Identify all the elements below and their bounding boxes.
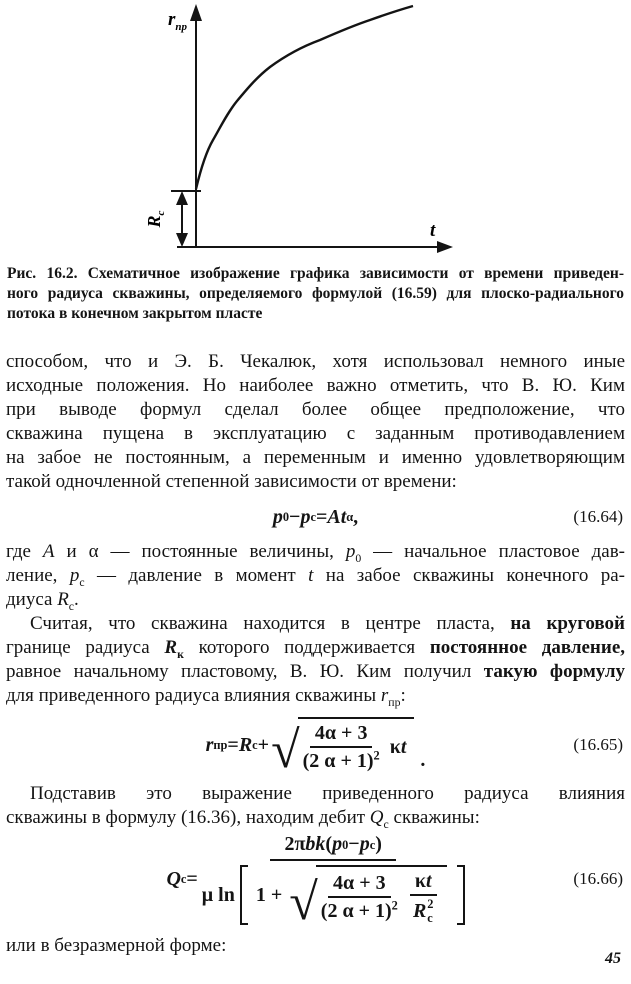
left-bracket-icon <box>240 865 248 924</box>
caption-line: Рис. 16.2. Схематичное изображение графика зависимости от времени приведен- <box>7 265 624 282</box>
text-line: скважина пущена в эксплуатацию с заданным противодавлением <box>6 423 625 444</box>
text-line: для приведенного радиуса влияния скважины $r_{пр}$: <box>6 685 406 709</box>
fraction-denominator: (2 α + 1)$^2$ <box>320 898 398 922</box>
paragraph <box>0 612 631 708</box>
text-line: ление, $p_c$ — давление в момент t на забое скважины конечного ра- <box>6 565 625 589</box>
y-axis-label: $r_{пр}$ <box>168 9 188 33</box>
wellbore-radius-label: $R_c$ <box>144 210 167 228</box>
y-axis <box>190 4 202 248</box>
equation-number: (16.64) <box>573 507 623 526</box>
x-axis-arrow-icon <box>437 241 453 253</box>
paragraph <box>0 782 631 830</box>
curve <box>196 6 413 189</box>
caption-line: ного радиуса скважины, определяемого формулой (16.59) для плоско-радиального <box>7 285 624 302</box>
y-axis-arrow-icon <box>190 4 202 21</box>
subscript: c <box>427 910 433 925</box>
text-line: на забое не постоянным, а переменным и именно удовлетворяющим <box>6 447 625 468</box>
paragraph <box>0 934 631 958</box>
x-axis <box>177 241 453 253</box>
equation-number: (16.65) <box>573 735 623 754</box>
arrow-down-icon <box>176 233 188 247</box>
figure-caption <box>0 264 631 324</box>
text-line: или в безразмерной форме: <box>6 935 227 956</box>
text-line: скважины в формулу (16.36), находим дебит $Q_c$ скважины: <box>6 807 480 831</box>
text-line: диуса $R_c$. <box>6 589 79 613</box>
formula-16-65 <box>0 714 631 779</box>
text-line: где A и α — постоянные величины, $p_0$ — начальное пластовое дав- <box>6 541 625 565</box>
main-denominator <box>201 861 465 931</box>
square-root <box>289 865 446 931</box>
formula-16-66 <box>0 833 631 931</box>
paragraph <box>0 350 631 494</box>
text-line: границе радиуса $R_к$ которого поддерживается постоянное давление, <box>6 637 625 661</box>
fraction <box>303 722 380 773</box>
text-line: при выводе формул сделал более общее предположение, что <box>6 399 625 420</box>
equation-number: (16.66) <box>573 869 623 888</box>
arrow-up-icon <box>176 191 188 205</box>
fraction-numerator: 4α + 3 <box>328 872 391 898</box>
radicand <box>298 717 415 773</box>
text-line: способом, что и Э. Б. Чекалюк, хотя использовал немного иные <box>6 351 625 372</box>
figure-plot <box>0 0 631 260</box>
main-fraction <box>201 833 465 931</box>
fraction-denominator: (2 α + 1)$^2$ <box>302 748 380 772</box>
x-axis-label: t <box>430 220 436 241</box>
one-plus-term: 1 + <box>255 883 283 906</box>
text-line: такой одночленной степенной зависимости от времени: <box>6 471 457 492</box>
fraction-denominator <box>413 896 434 924</box>
formula-lhs: r пр = R c + <box>205 733 270 756</box>
formula-period: . <box>420 749 426 771</box>
fraction-numerator: κt <box>410 870 437 896</box>
fraction <box>321 872 398 923</box>
formula-expression: p 0 − p c = A t α , <box>272 505 359 528</box>
text-line: равное начальному пластовому, В. Ю. Ким получил такую формулу <box>6 661 625 682</box>
main-numerator: 2π bk ( p 0 − p c ) <box>270 833 395 861</box>
kappa-t-term: κ t <box>389 736 407 758</box>
sup-sub-stack <box>427 898 433 924</box>
mu-ln-prefix: μ ln <box>201 883 235 906</box>
reduced-radius-vs-time-chart <box>0 0 631 260</box>
superscript: 2 <box>427 897 434 912</box>
text-line: Считая, что скважина находится в центре пласта, на круговой <box>30 613 625 634</box>
page-number: 45 <box>605 950 621 967</box>
radicand <box>316 865 447 924</box>
fraction <box>410 870 437 924</box>
radical-icon: √ <box>271 722 298 779</box>
fraction-numerator: 4α + 3 <box>310 722 373 748</box>
right-bracket-icon <box>457 865 465 924</box>
square-root <box>271 717 414 779</box>
text-line: Подставив это выражение приведенного радиуса влияния <box>30 783 625 804</box>
paragraph <box>0 540 631 612</box>
radical-icon: √ <box>289 873 316 931</box>
formula-16-64 <box>0 500 631 534</box>
text-line: исходные положения. Но наиболее важно отметить, что В. Ю. Ким <box>6 375 625 396</box>
caption-line: потока в конечном закрытом пласте <box>7 305 263 322</box>
formula-lhs: Q c = <box>166 867 198 890</box>
radius-symbol: R <box>412 900 427 922</box>
